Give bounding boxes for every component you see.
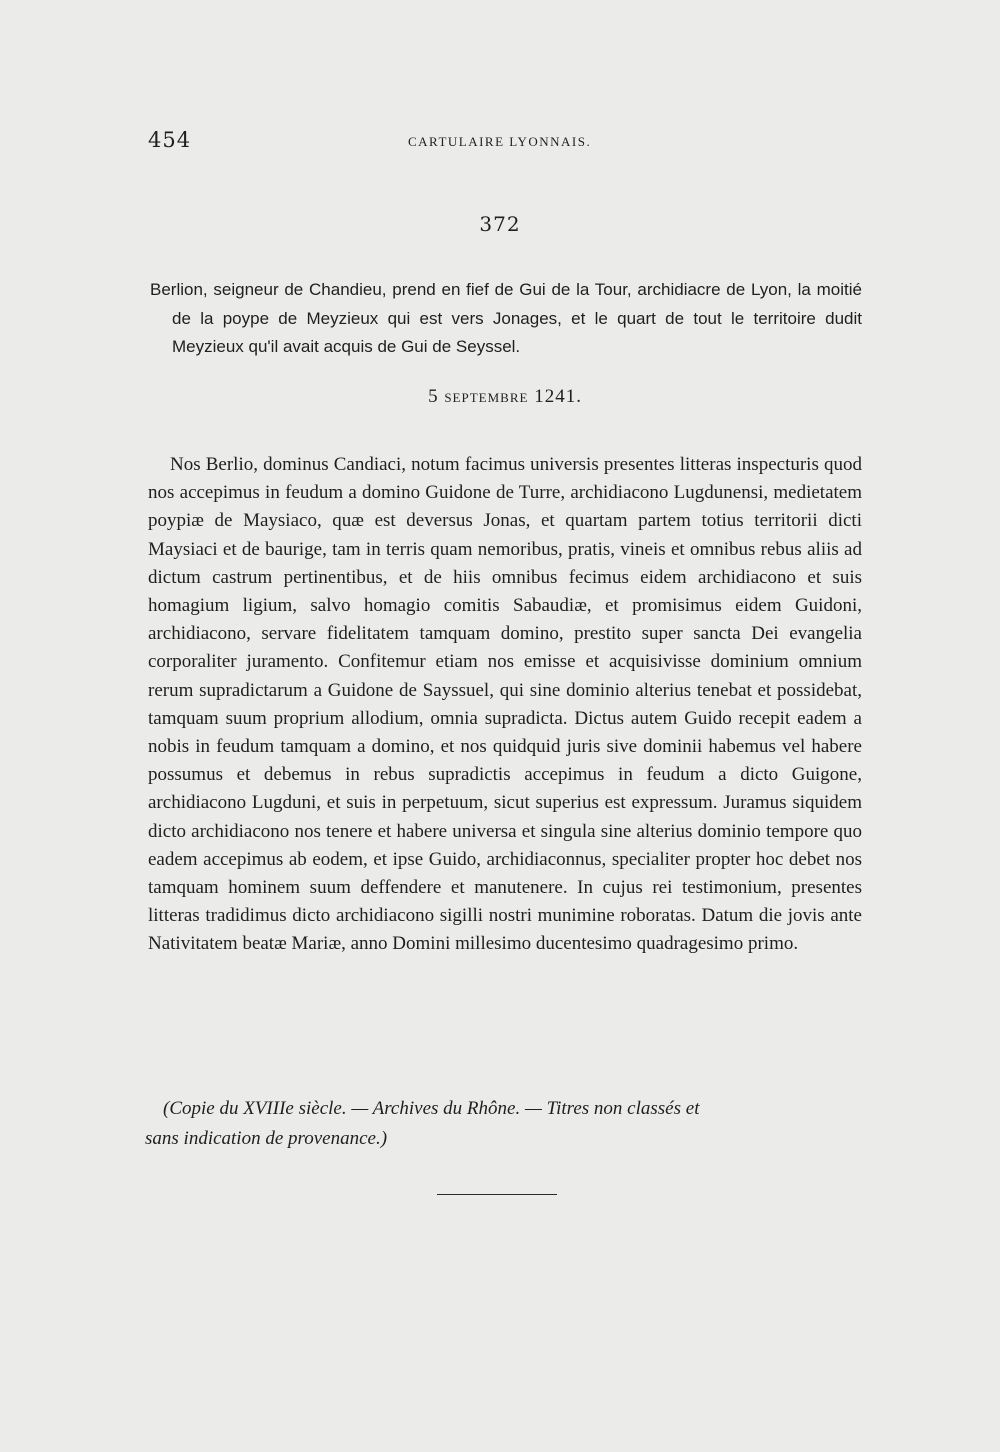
page-number: 454 <box>148 128 192 152</box>
date-month: SEPTEMBRE <box>444 390 529 405</box>
charter-text: Nos Berlio, dominus Candiaci, notum facimus universis presentes litteras inspecturis quod nos accepimus in feudum a domino Guidone de Turre, archidiacono Lugdunensi, medietatem poypiæ de Maysiaco, quæ est deversus Jonas, et quartam partem totius territorii dicti Maysiaci et de baurige, tam in terris quam nemoribus, pratis, vineis et omnibus rebus aliis ad dictum castrum pertinentibus, et de hiis omnibus fecimus eidem archidiacono et suis homagium ligium, salvo homagio comitis Sabaudiæ, et promisimus eidem Guidoni, archidiacono, servare fidelitatem tamquam domino, prestito super sancta Dei evangelia corporaliter juramento. Confitemur etiam nos emisse et acquisivisse dominium omnium rerum supradictarum a Guidone de Sayssuel, qui sine dominio alterius tenebat et possidebat, tamquam suum proprium allodium, omnia supradicta. Dictus autem Guido recepit eadem a nobis in feudum tamquam a domino, et nos quidquid juris sive dominii habemus vel habere possumus et debemus in rebus supradictis accepimus in feudum a dicto Guigone, archidiacono Lugduni, et suis in perpetuum, sicut superius est expressum. Juramus siquidem dicto archidiacono nos tenere et habere universa et singula sine alterius dominio tempore quo eadem accepimus ab eodem, et ipse Guido, archidiaconnus, specialiter propter hoc debet nos tamquam hominem suum deffendere et manutenere. In cujus rei testimonium, presentes litteras tradidimus dicto archidiacono sigilli nostri munimine roboratas. Datum die jovis ante Nativitatem beatæ Mariæ, anno Domini millesimo ducentesimo quadragesimo primo. <box>148 454 862 955</box>
source-note-line-1: (Copie du XVIIIe siècle. — Archives du Rhône. — Titres non classés et <box>163 1098 700 1119</box>
document-date <box>0 386 1000 408</box>
running-title: CARTULAIRE LYONNAIS. <box>408 134 592 149</box>
source-note-line-2: sans indication de provenance.) <box>145 1128 388 1149</box>
running-head <box>148 128 860 158</box>
summary-text: Berlion, seigneur de Chandieu, prend en fief de Gui de la Tour, archidiacre de Lyon, la moitié de la poype de Meyzieux qui est vers Jonages, et le quart de tout le territoire dudit Meyzieux qu'il avait acquis de Gui de Seyssel. <box>150 280 862 356</box>
source-note <box>145 1094 863 1154</box>
document-number: 372 <box>479 212 521 236</box>
date-day: 5 <box>428 386 439 407</box>
document-summary <box>150 276 862 362</box>
closing-rule <box>437 1194 557 1195</box>
date-year: 1241. <box>534 386 582 407</box>
